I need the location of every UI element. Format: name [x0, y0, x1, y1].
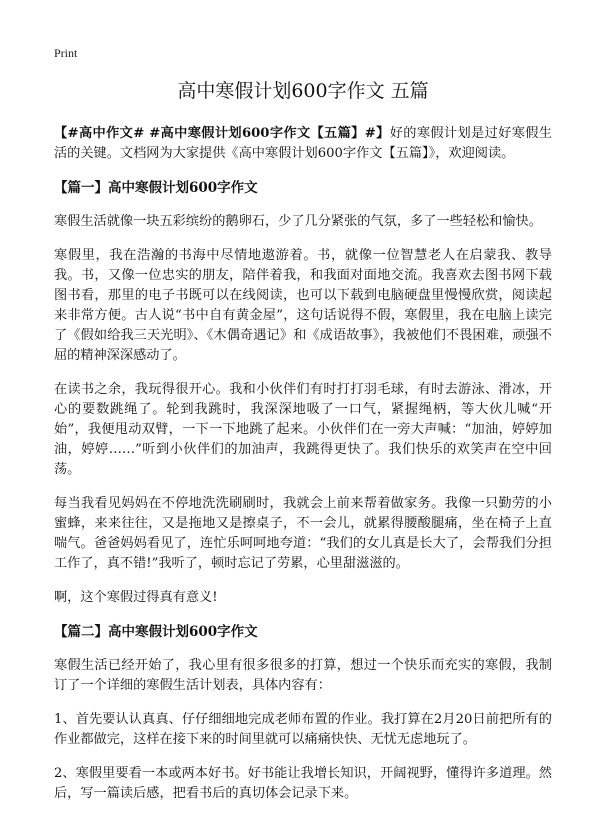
- section1-paragraph-1: 寒假生活就像一块五彩缤纷的鹅卵石，少了几分紧张的气氛，多了一些轻松和愉快。: [54, 214, 542, 229]
- section2-paragraph-3: 2、寒假里要看一本或两本好书。好书能让我增长知识，开阔视野，懂得许多道理。然后，写一篇读后感，把看书后的真切体会记录下来。: [54, 766, 552, 801]
- document-body: [54, 78, 552, 818]
- section1-paragraph-5: 啊，这个寒假过得真有意义!: [54, 590, 218, 605]
- section1-paragraph-3: 在读书之余，我玩得很开心。我和小伙伴们有时打打羽毛球，有时去游泳、滑冰，开心的要数跳绳了。轮到我跳时，我深深地吸了一口气，紧握绳柄，等大伙儿喊“开始”，我便甩动双臂，一下一下地跳了起来。小伙伴们在一旁大声喊：“加油，婷婷加油，婷婷……”听到小伙伴们的加油声，我跳得更快了。我们快乐的欢笑声在空中回荡。: [54, 382, 552, 477]
- section2-paragraph-2: 1、首先要认认真真、仔仔细细地完成老师布置的作业。我打算在2月20日前把所有的作业都做完，这样在接下来的时间里就可以痛痛快快、无忧无虑地玩了。: [54, 712, 552, 747]
- section-heading-1: 【篇一】高中寒假计划600字作文: [54, 180, 258, 196]
- intro-tags: 【#高中作文# #高中寒假计划600字作文【五篇】#】: [54, 126, 390, 141]
- section2-paragraph-1: 寒假生活已经开始了，我心里有很多很多的打算，想过一个快乐而充实的寒假，我制订了一个详细的寒假生活计划表，具体内容有：: [54, 658, 552, 693]
- intro-paragraph: [54, 124, 552, 164]
- section1-paragraph-4: 每当我看见妈妈在不停地洗洗刷刷时，我就会上前来帮着做家务。我像一只勤劳的小蜜蜂，来来往往，又是拖地又是擦桌子，不一会儿，就累得腰酸腿痛，坐在椅子上直喘气。爸爸妈妈看见了，连忙乐呵呵地夸道：“我们的女儿真是长大了，会帮我们分担工作了，真不错!”我听了，顿时忘记了劳累，心里甜滋滋的。: [54, 496, 552, 571]
- document-title: 高中寒假计划600字作文 五篇: [177, 80, 429, 102]
- section1-paragraph-2: 寒假里，我在浩瀚的书海中尽情地遨游着。书，就像一位智慧老人在启蒙我、教导我。书，又像一位忠实的朋友，陪伴着我，和我面对面地交流。我喜欢去图书网下载图书看，那里的电子书既可以在线阅读，也可以下载到电脑硬盘里慢慢欣赏，阅读起来非常方便。古人说“书中自有黄金屋”，这句话说得不假，寒假里，我在电脑上读完了《假如给我三天光明》、《木偶奇遇记》和《成语故事》，我被他们不畏困难，顽强不屈的精神深深感动了。: [54, 248, 552, 363]
- intro-text: 好的寒假计划是过好寒假生活的关键。文档网为大家提供《高中寒假计划600字作文【五篇】》，欢迎阅读。: [54, 126, 552, 161]
- section-heading-2: 【篇二】高中寒假计划600字作文: [54, 624, 258, 640]
- print-label: Print: [54, 46, 78, 60]
